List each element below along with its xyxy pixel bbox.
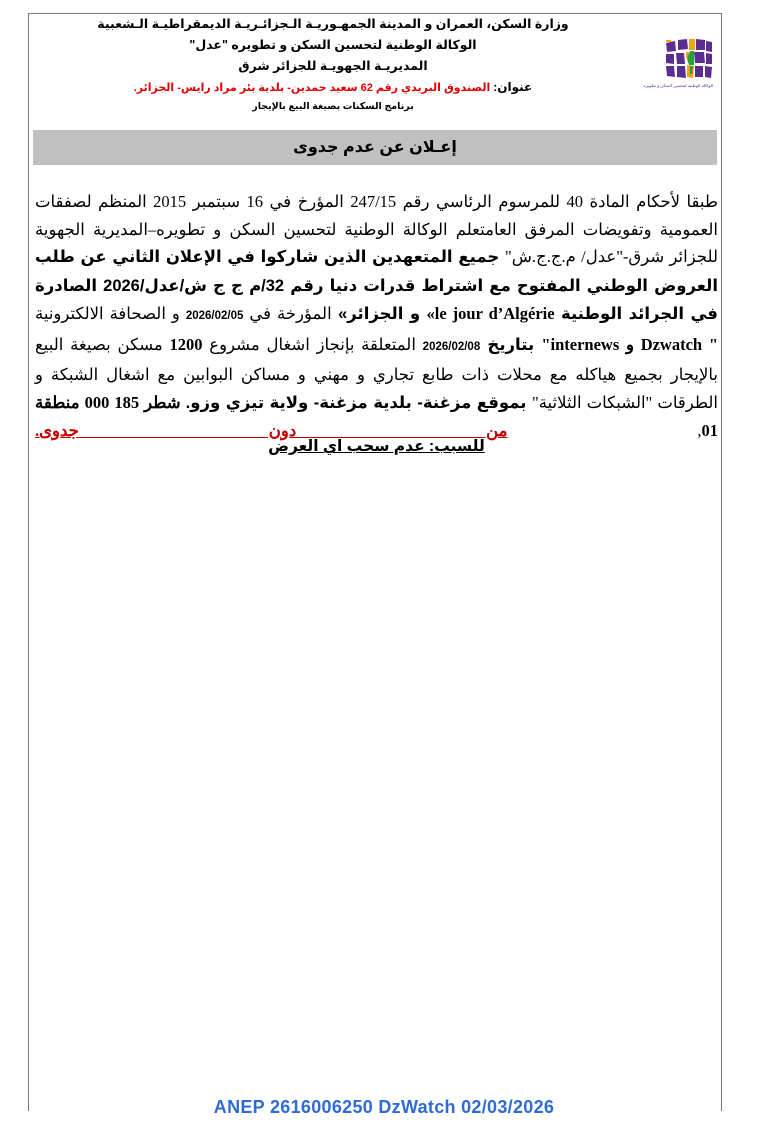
aadl-logo [643, 38, 713, 96]
body-run-2: جميع المتعهدين الذين شاركوا [254, 248, 506, 266]
body-run-10: بتاريخ [480, 335, 542, 354]
body-run-0: طبقا لأحكام المادة 40 للمرسوم الرئاسي رقم 247/15 المؤرخ في 16 سبتمبر 2015 المنظم لصفقات العمومية وتفويضات المرفق العام [35, 192, 719, 239]
body-paragraph [35, 188, 718, 445]
body-run-15: بموقع مزغنة- بلدية مزغنة- ولاية تيزي وزو. [185, 393, 532, 412]
program-subtitle: برنامج السكنات بصيغة البيع بالإيجار [252, 101, 414, 112]
header-text-block [33, 14, 633, 116]
document-header [33, 14, 717, 127]
body-run-1: تعلم الوكالة الوطنية لتحسين السكن و تطويره–المديرية الجهوية للجزائر شرق-"عدل/ م.ج.ج.ش" [35, 219, 718, 266]
agency-line: الوكالة الوطنية لتحسين السكن و تطويره "عدل" [189, 38, 477, 52]
address-value: الصندوق البريدي رقم 62 سعيد حمدين- بلدية بئر مراد رايس- الجزائر. [133, 82, 491, 94]
ministry-line: وزارة السكن، العمران و المدينة الجمهـوريـة الـجزائـريـة الديمقراطيـة الـشعبية [97, 17, 569, 31]
address-label: عنوان: [493, 80, 533, 94]
body-run-8: و الصحافة الالكترونية [35, 304, 186, 323]
regional-directorate-line: المديريـة الجهويـة للجزائر شرق [238, 59, 428, 73]
reason-text: للسبب: عدم سحب اي العرض [268, 438, 485, 455]
body-run-13: 1200 [169, 334, 203, 354]
announcement-body [35, 188, 718, 445]
body-run-9: "internews و Dzwatch " [541, 334, 718, 354]
anep-footer: ANEP 2616006250 DzWatch 02/03/2026 [213, 1097, 555, 1117]
reason-line [35, 437, 718, 456]
mosaic-logo-icon [665, 38, 713, 82]
page-border-frame [28, 13, 722, 1111]
body-run-18: من دون جدوى. [35, 421, 508, 440]
body-run-6: المؤرخة في [243, 304, 332, 323]
body-run-16: شطر 185 000 منطقة 01 [35, 392, 718, 440]
logo-caption: الوكالة الوطنية لتحسين السكن و تطويره [643, 83, 713, 88]
body-run-7: 2026/02/05 [185, 310, 244, 322]
body-run-5: و الجزائر» [331, 305, 427, 323]
announcement-banner [33, 130, 717, 165]
body-run-11: 2026/02/08 [422, 340, 481, 353]
body-run-12: المتعلقة بإنجاز اشغال مشروع [202, 334, 423, 354]
body-run-4: «le jour d’Algérie [426, 304, 555, 323]
announcement-title: إعـلان عن عدم جدوى [293, 139, 457, 156]
body-run-3: في الإعلان الثاني عن طلب العروض الوطني المفتوح مع اشتراط قدرات دنيا رقم 32/م ج ج ش/عدل/2026 الصادرة في الجرائد الوطنية [35, 248, 718, 323]
body-run-14: مسكن بصيغة البيع بالإيجار بجميع هياكله مع محلات ذات طابع تجاري و مهني و مساكن البوابين مع اشغال الشبكة و الطرقات "الشبكات الثلاثية" [35, 334, 719, 412]
body-run-17: , [507, 421, 702, 440]
address-line [33, 77, 633, 98]
